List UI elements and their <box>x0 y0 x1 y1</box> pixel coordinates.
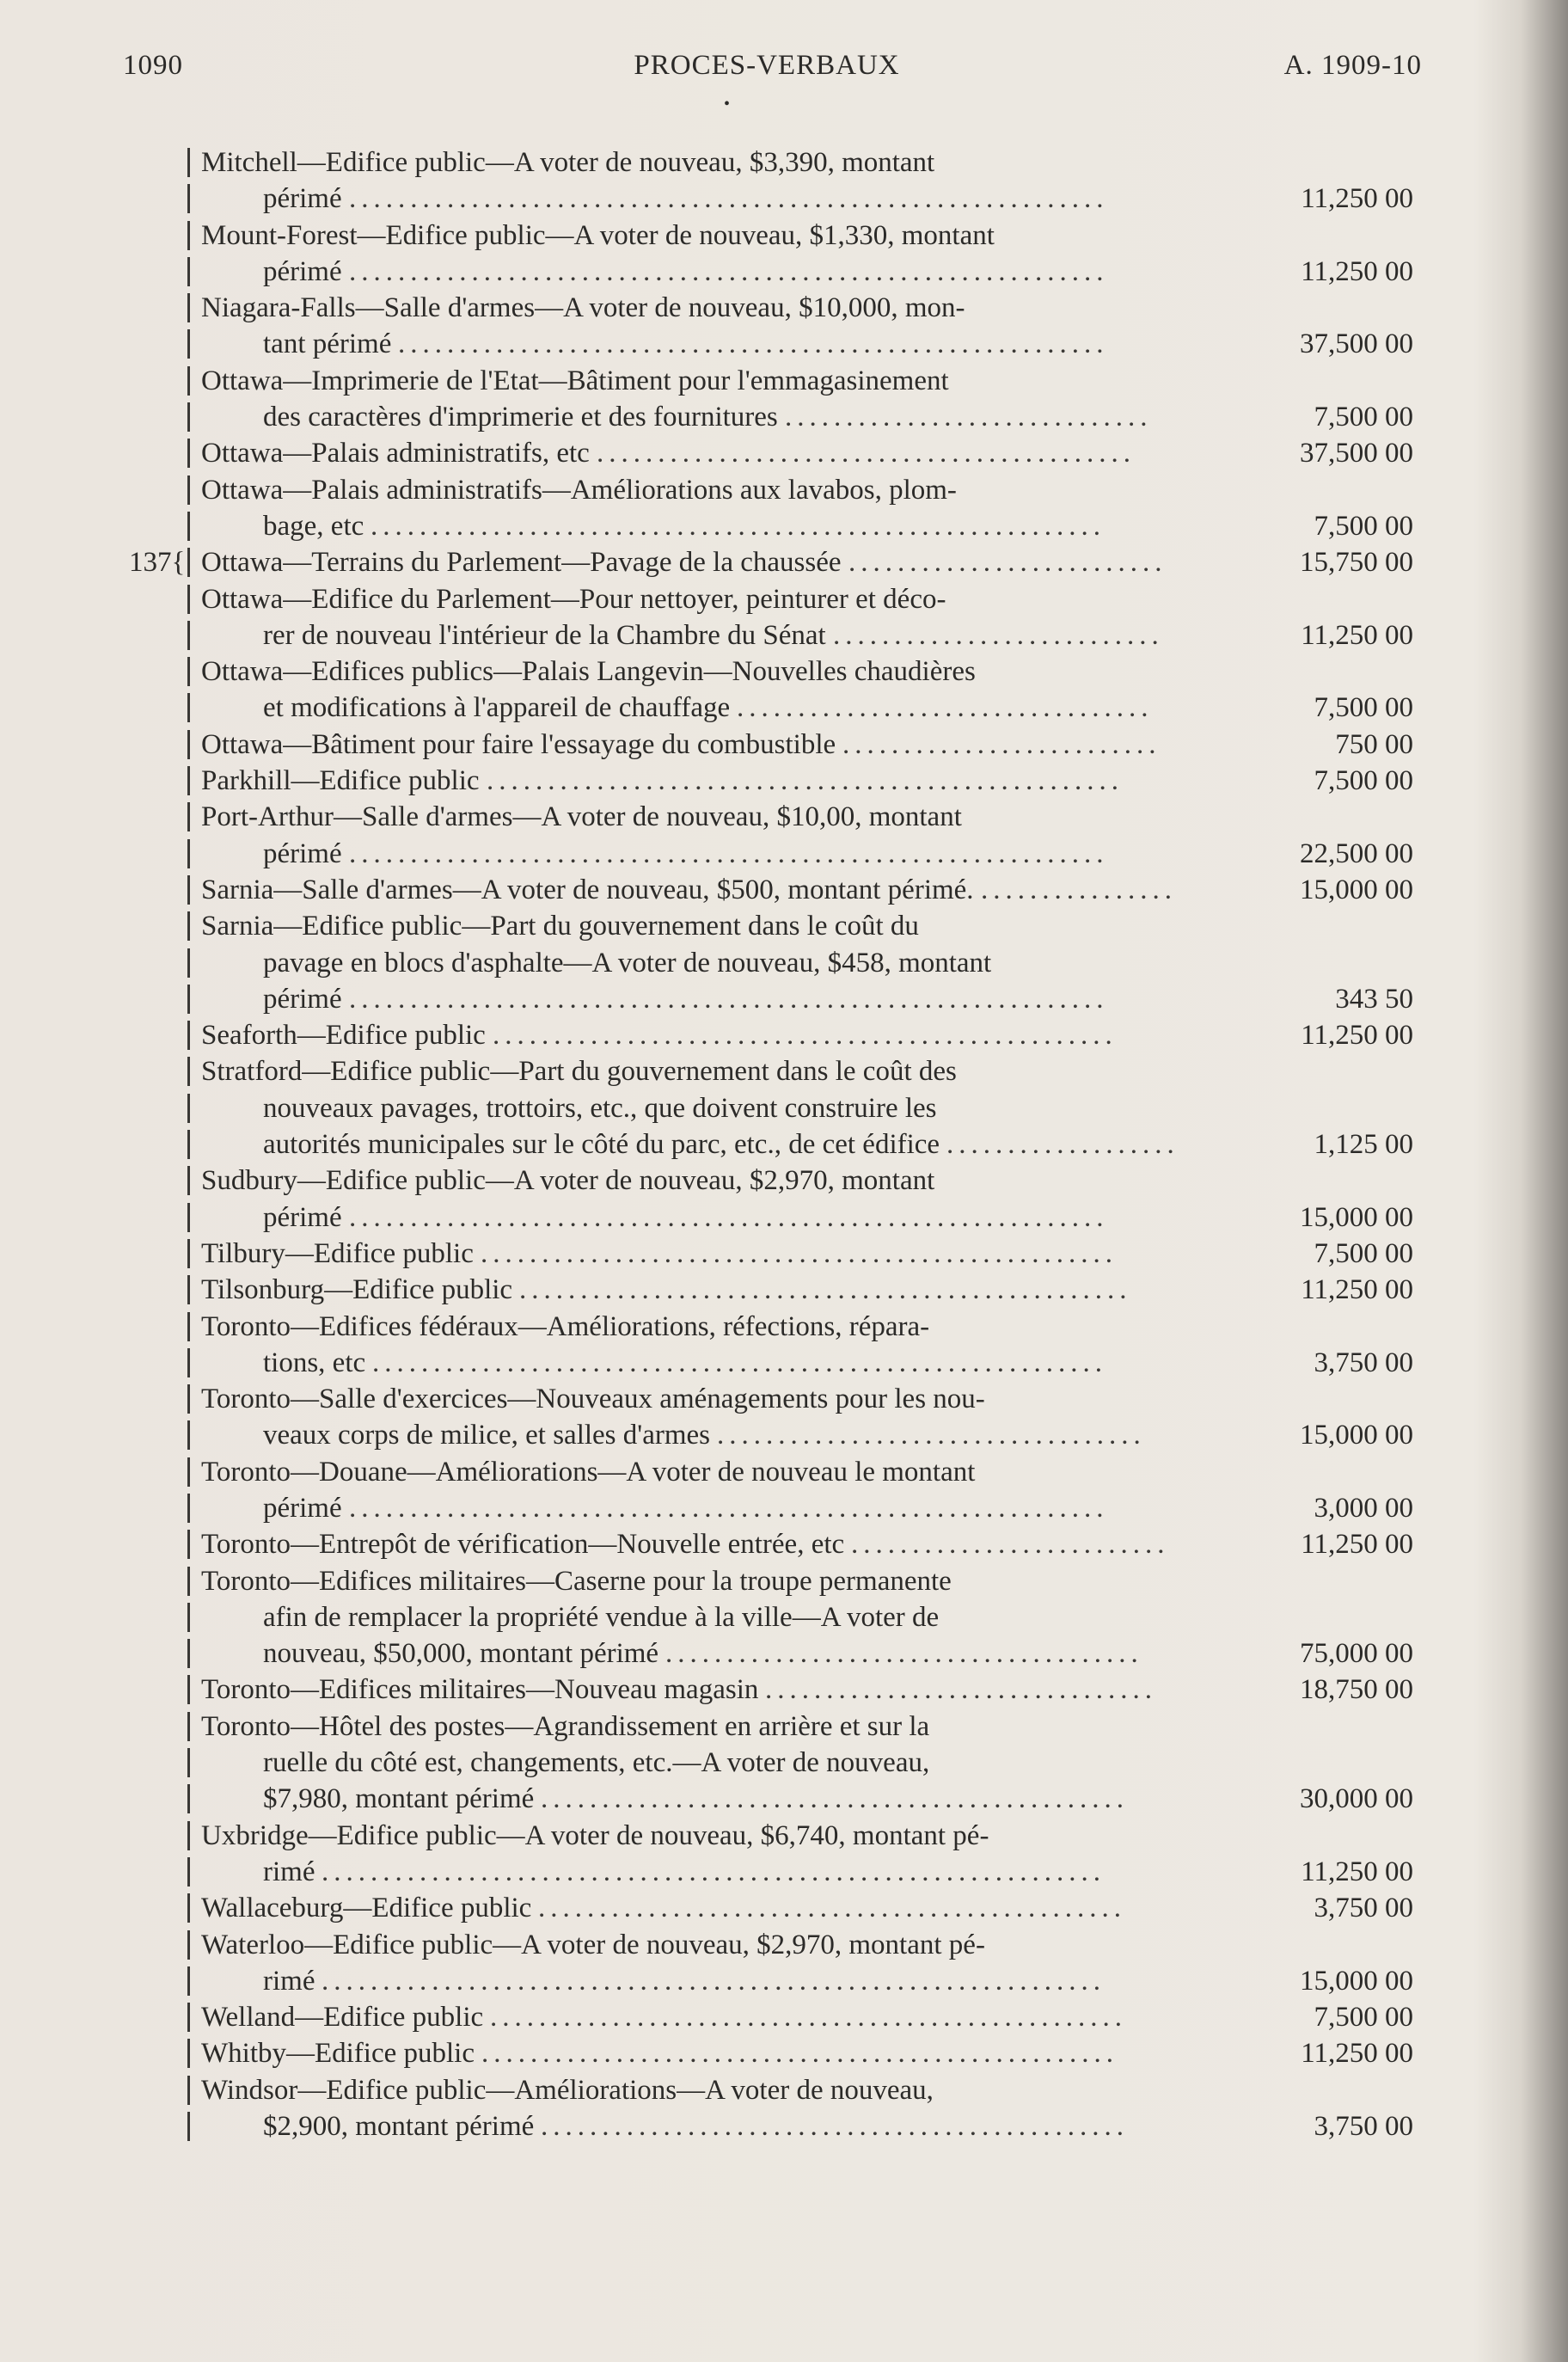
entry-amount: 11,250 00 <box>1301 183 1413 215</box>
page-header <box>0 50 1568 84</box>
entry-line <box>0 1672 1568 1708</box>
brace-bar <box>187 475 190 505</box>
dot-leader: .............................................................. <box>349 837 1109 869</box>
entry-text: des caractères d'imprimerie et des fournitures <box>263 402 778 433</box>
brace-bar <box>187 1857 190 1887</box>
ornament-dot: • <box>724 95 731 113</box>
dot-leader: .......................................................... <box>398 328 1109 360</box>
entry-amount: 15,750 00 <box>1300 547 1413 579</box>
entry-amount: 37,500 00 <box>1300 438 1413 469</box>
entry-text: Stratford—Edifice public—Part du gouvernement dans le coût des <box>201 1056 957 1088</box>
brace-bar <box>187 402 190 432</box>
entry-line <box>0 508 1568 544</box>
entry-amount: 3,000 00 <box>1314 1492 1413 1524</box>
dot-leader: .............................................................. <box>349 1201 1109 1233</box>
entry-line <box>0 1927 1568 1963</box>
entry-text: Uxbridge—Edifice public—A voter de nouveau, $6,740, montant pé- <box>201 1819 989 1851</box>
entry-amount: 18,750 00 <box>1300 1674 1413 1706</box>
entry-text: Toronto—Entrepôt de vérification—Nouvelle entrée, etc <box>201 1529 845 1561</box>
entry-text: Ottawa—Palais administratifs—Améliorations aux lavabos, plom- <box>201 474 957 506</box>
dot-leader: ............................................................ <box>371 510 1106 542</box>
entry-line <box>0 2072 1568 2108</box>
brace-bar <box>187 1384 190 1414</box>
entry-line <box>0 1417 1568 1453</box>
brace-bar <box>187 1457 190 1487</box>
brace-bar <box>187 1239 190 1268</box>
entry-line <box>0 1818 1568 1854</box>
entry-amount: 75,000 00 <box>1300 1638 1413 1670</box>
entry-line <box>0 1709 1568 1745</box>
dot-leader: .................................................. <box>519 1274 1132 1306</box>
entry-amount: 3,750 00 <box>1314 1347 1413 1378</box>
brace-bar <box>187 1567 190 1596</box>
entry-text: Parkhill—Edifice public <box>201 765 480 797</box>
entry-line <box>0 181 1568 217</box>
entry-text: rimé <box>263 1965 315 1997</box>
entry-text: Whitby—Edifice public <box>201 2038 475 2070</box>
dot-leader: .......................... <box>842 728 1161 760</box>
brace-bar <box>187 621 190 650</box>
entry-amount: 11,250 00 <box>1301 619 1413 651</box>
entry-text: Niagara-Falls—Salle d'armes—A voter de nouveau, $10,000, mon- <box>201 292 965 324</box>
brace-bar <box>187 1821 190 1850</box>
entry-amount: 11,250 00 <box>1301 2038 1413 2070</box>
dot-leader: .............................................................. <box>349 255 1109 287</box>
dot-leader: ................... <box>946 1129 1179 1161</box>
brace-bar <box>187 1930 190 1960</box>
entry-line <box>0 1345 1568 1381</box>
entry-text: périmé <box>263 255 342 287</box>
entry-amount: 7,500 00 <box>1314 692 1413 724</box>
brace-bar <box>187 1893 190 1923</box>
entry-line <box>0 1309 1568 1345</box>
brace-bar <box>187 1494 190 1523</box>
entry-text: périmé <box>263 837 342 869</box>
entry-amount: 11,250 00 <box>1301 1856 1413 1887</box>
entry-text: $2,900, montant périmé <box>263 2111 535 2143</box>
entry-amount: 7,500 00 <box>1314 2002 1413 2034</box>
dot-leader: ................................................................ <box>322 1965 1106 1997</box>
dot-leader: ................................................................ <box>322 1856 1106 1887</box>
entry-text: Toronto—Edifices militaires—Nouveau magasin <box>201 1674 759 1706</box>
entry-text: Ottawa—Terrains du Parlement—Pavage de la chaussée <box>201 547 842 579</box>
dot-leader: ................................................... <box>493 1020 1118 1052</box>
entry-text: nouveaux pavages, trottoirs, etc., que doivent construire les <box>263 1092 937 1124</box>
brace-bar <box>187 802 190 831</box>
entry-text: Toronto—Salle d'exercices—Nouveaux aménagements pour les nou- <box>201 1383 985 1415</box>
entry-line <box>0 2108 1568 2144</box>
brace-bar <box>187 1021 190 1050</box>
brace-bar <box>187 1675 190 1704</box>
brace-bar <box>187 1094 190 1123</box>
entry-line <box>0 1236 1568 1272</box>
brace-bar <box>187 2003 190 2032</box>
dot-leader: .......................... <box>848 547 1167 579</box>
entry-text: Toronto—Douane—Améliorations—A voter de nouveau le montant <box>201 1456 976 1488</box>
entry-amount: 15,000 00 <box>1300 1201 1413 1233</box>
dot-leader: ........................... <box>833 619 1164 651</box>
entry-text: autorités municipales sur le côté du parc, etc., de cet édifice <box>263 1129 940 1161</box>
entry-line <box>0 1563 1568 1599</box>
entry-line <box>0 326 1568 362</box>
brace-bar <box>187 257 190 286</box>
brace-bar <box>187 693 190 722</box>
dot-leader: ............................................................ <box>372 1347 1107 1378</box>
entry-text: rer de nouveau l'intérieur de la Chambre du Sénat <box>263 619 826 651</box>
entry-text: Sarnia—Salle d'armes—A voter de nouveau, $500, montant périmé. <box>201 874 974 905</box>
entry-line <box>0 144 1568 181</box>
entry-line <box>0 836 1568 872</box>
entry-line <box>0 1781 1568 1817</box>
brace-bar <box>187 1530 190 1559</box>
entry-line <box>0 1854 1568 1890</box>
entry-text: tions, etc <box>263 1347 366 1378</box>
brace-bar <box>187 1748 190 1777</box>
dot-leader: .............................. <box>785 402 1153 433</box>
brace-bar <box>187 730 190 759</box>
entry-amount: 7,500 00 <box>1314 1237 1413 1269</box>
margin-number: 137{ <box>129 547 186 579</box>
entry-line <box>0 945 1568 981</box>
entry-line <box>0 1126 1568 1163</box>
entry-text: Windsor—Edifice public—Améliorations—A voter de nouveau, <box>201 2074 934 2106</box>
entry-amount: 11,250 00 <box>1301 1529 1413 1561</box>
entry-line <box>0 1963 1568 1999</box>
page-number: 1090 <box>123 50 183 81</box>
brace-bar <box>187 439 190 468</box>
entry-amount: 15,000 00 <box>1300 874 1413 905</box>
entry-line <box>0 981 1568 1017</box>
brace-bar <box>187 1420 190 1450</box>
brace-bar <box>187 329 190 359</box>
dot-leader: .............................................................. <box>349 1492 1109 1524</box>
entry-amount: 7,500 00 <box>1314 765 1413 797</box>
entry-text: Ottawa—Imprimerie de l'Etat—Bâtiment pour l'emmagasinement <box>201 365 949 396</box>
entry-line <box>0 1199 1568 1236</box>
entry-text: veaux corps de milice, et salles d'armes <box>263 1420 711 1451</box>
brace-bar <box>187 875 190 905</box>
dot-leader: .................................................... <box>487 765 1124 797</box>
dot-leader: ................ <box>981 874 1177 905</box>
brace-bar <box>187 1784 190 1813</box>
dot-leader: .............................................................. <box>349 983 1109 1015</box>
dot-leader: .............................................................. <box>349 183 1109 215</box>
entry-amount: 7,500 00 <box>1314 510 1413 542</box>
brace-bar <box>187 148 190 177</box>
dot-leader: .................................................... <box>481 2038 1118 2070</box>
dot-leader: .......................... <box>851 1529 1170 1561</box>
dot-leader: ................................................ <box>538 1893 1126 1924</box>
entry-text: périmé <box>263 183 342 215</box>
brace-bar <box>187 1639 190 1668</box>
entry-line <box>0 363 1568 399</box>
entry-amount: 11,250 00 <box>1301 255 1413 287</box>
entry-line <box>0 1090 1568 1126</box>
entry-line <box>0 581 1568 617</box>
session-label: A. 1909-10 <box>1283 50 1422 81</box>
entry-line <box>0 254 1568 290</box>
brace-bar <box>187 184 190 213</box>
entry-text: Port-Arthur—Salle d'armes—A voter de nouveau, $10,00, montant <box>201 801 962 833</box>
entry-text: Mount-Forest—Edifice public—A voter de nouveau, $1,330, montant <box>201 219 995 251</box>
entry-line <box>0 1635 1568 1672</box>
brace-bar <box>187 1203 190 1232</box>
entry-line <box>0 2035 1568 2071</box>
brace-bar <box>187 1130 190 1159</box>
entry-amount: 30,000 00 <box>1300 1783 1413 1815</box>
entry-text: Toronto—Edifices militaires—Caserne pour la troupe permanente <box>201 1565 952 1597</box>
entry-text: Seaforth—Edifice public <box>201 1020 486 1052</box>
entry-line <box>0 617 1568 653</box>
brace-bar <box>187 1057 190 1086</box>
brace-bar <box>187 911 190 941</box>
entry-line <box>0 544 1568 580</box>
entry-text: Toronto—Edifices fédéraux—Améliorations, réfections, répara- <box>201 1310 930 1342</box>
entry-line <box>0 727 1568 763</box>
entry-line <box>0 1526 1568 1562</box>
entry-amount: 343 50 <box>1335 983 1413 1015</box>
entry-line <box>0 472 1568 508</box>
entry-amount: 11,250 00 <box>1301 1020 1413 1052</box>
brace-bar <box>187 2076 190 2105</box>
entry-amount: 11,250 00 <box>1301 1274 1413 1306</box>
entry-amount: 15,000 00 <box>1300 1965 1413 1997</box>
brace-bar <box>187 512 190 541</box>
brace-bar <box>187 585 190 614</box>
brace-bar <box>187 948 190 978</box>
entry-text: et modifications à l'appareil de chauffage <box>263 692 731 724</box>
page-title: PROCES-VERBAUX <box>634 50 900 81</box>
entry-text: périmé <box>263 983 342 1015</box>
entry-line <box>0 763 1568 799</box>
entry-text: rimé <box>263 1856 315 1887</box>
dot-leader: ................................................ <box>541 1783 1129 1815</box>
entry-text: Mitchell—Edifice public—A voter de nouveau, $3,390, montant <box>201 147 935 178</box>
brace-bar <box>187 1166 190 1195</box>
entry-text: tant périmé <box>263 328 392 360</box>
entry-line <box>0 1163 1568 1199</box>
brace-bar <box>187 766 190 795</box>
dot-leader: ................................................ <box>541 2111 1129 2143</box>
entry-text: $7,980, montant périmé <box>263 1783 535 1815</box>
entry-line <box>0 1017 1568 1053</box>
entry-text: Sudbury—Edifice public—A voter de nouveau, $2,970, montant <box>201 1165 935 1197</box>
entry-amount: 3,750 00 <box>1314 2111 1413 2143</box>
brace-bar <box>187 1275 190 1304</box>
entry-amount: 1,125 00 <box>1314 1129 1413 1161</box>
dot-leader: ................................... <box>717 1420 1146 1451</box>
brace-bar <box>187 2039 190 2068</box>
brace-bar <box>187 366 190 396</box>
brace-bar <box>187 839 190 868</box>
entry-line <box>0 1599 1568 1635</box>
entry-amount: 22,500 00 <box>1300 837 1413 869</box>
entry-line <box>0 1272 1568 1308</box>
entry-text: ruelle du côté est, changements, etc.—A voter de nouveau, <box>263 1747 930 1779</box>
entry-text: périmé <box>263 1201 342 1233</box>
entry-amount: 15,000 00 <box>1300 1420 1413 1451</box>
entry-text: Ottawa—Edifice du Parlement—Pour nettoyer, peinturer et déco- <box>201 583 946 615</box>
entry-line <box>0 290 1568 326</box>
entry-text: bage, etc <box>263 510 364 542</box>
entry-line <box>0 218 1568 254</box>
entry-text: Ottawa—Palais administratifs, etc <box>201 438 590 469</box>
entry-line <box>0 1999 1568 2035</box>
entry-amount: 750 00 <box>1335 728 1413 760</box>
dot-leader: .................................. <box>737 692 1154 724</box>
entry-line <box>0 690 1568 726</box>
brace-bar <box>187 1348 190 1377</box>
entry-amount: 7,500 00 <box>1314 402 1413 433</box>
estimates-list <box>0 144 1568 2144</box>
entry-text: Tilsonburg—Edifice public <box>201 1274 513 1306</box>
entry-text: pavage en blocs d'asphalte—A voter de nouveau, $458, montant <box>263 947 992 979</box>
entry-line <box>0 872 1568 908</box>
brace-bar <box>187 1712 190 1741</box>
brace-bar <box>187 293 190 322</box>
entry-text: Ottawa—Edifices publics—Palais Langevin—Nouvelles chaudières <box>201 656 976 688</box>
entry-line <box>0 1490 1568 1526</box>
entry-line <box>0 653 1568 690</box>
entry-text: nouveau, $50,000, montant périmé <box>263 1638 659 1670</box>
entry-line <box>0 1454 1568 1490</box>
brace-bar <box>187 1603 190 1632</box>
entry-line <box>0 435 1568 471</box>
entry-line <box>0 1053 1568 1089</box>
entry-text: afin de remplacer la propriété vendue à la ville—A voter de <box>263 1601 940 1633</box>
entry-text: Wallaceburg—Edifice public <box>201 1893 532 1924</box>
entry-text: Sarnia—Edifice public—Part du gouvernement dans le coût du <box>201 911 919 942</box>
dot-leader: .................................................... <box>490 2002 1127 2034</box>
entry-line <box>0 399 1568 435</box>
dot-leader: ....................................... <box>665 1638 1143 1670</box>
entry-line <box>0 1745 1568 1781</box>
brace-bar <box>187 657 190 686</box>
entry-line <box>0 908 1568 944</box>
brace-bar <box>187 221 190 250</box>
brace-bar <box>187 548 190 577</box>
entry-line <box>0 1381 1568 1417</box>
brace-bar <box>187 2112 190 2141</box>
dot-leader: ............................................ <box>597 438 1136 469</box>
entry-amount: 37,500 00 <box>1300 328 1413 360</box>
entry-text: Welland—Edifice public <box>201 2002 484 2034</box>
entry-line <box>0 1890 1568 1926</box>
entry-text: Ottawa—Bâtiment pour faire l'essayage du combustible <box>201 728 836 760</box>
brace-bar <box>187 985 190 1014</box>
entry-text: Toronto—Hôtel des postes—Agrandissement en arrière et sur la <box>201 1710 930 1742</box>
dot-leader: .................................................... <box>481 1237 1118 1269</box>
dot-leader: ................................ <box>765 1674 1157 1706</box>
entry-line <box>0 799 1568 835</box>
entry-amount: 3,750 00 <box>1314 1893 1413 1924</box>
brace-bar <box>187 1966 190 1996</box>
entry-text: Waterloo—Edifice public—A voter de nouveau, $2,970, montant pé- <box>201 1929 985 1960</box>
entry-text: périmé <box>263 1492 342 1524</box>
brace-bar <box>187 1312 190 1341</box>
entry-text: Tilbury—Edifice public <box>201 1237 474 1269</box>
